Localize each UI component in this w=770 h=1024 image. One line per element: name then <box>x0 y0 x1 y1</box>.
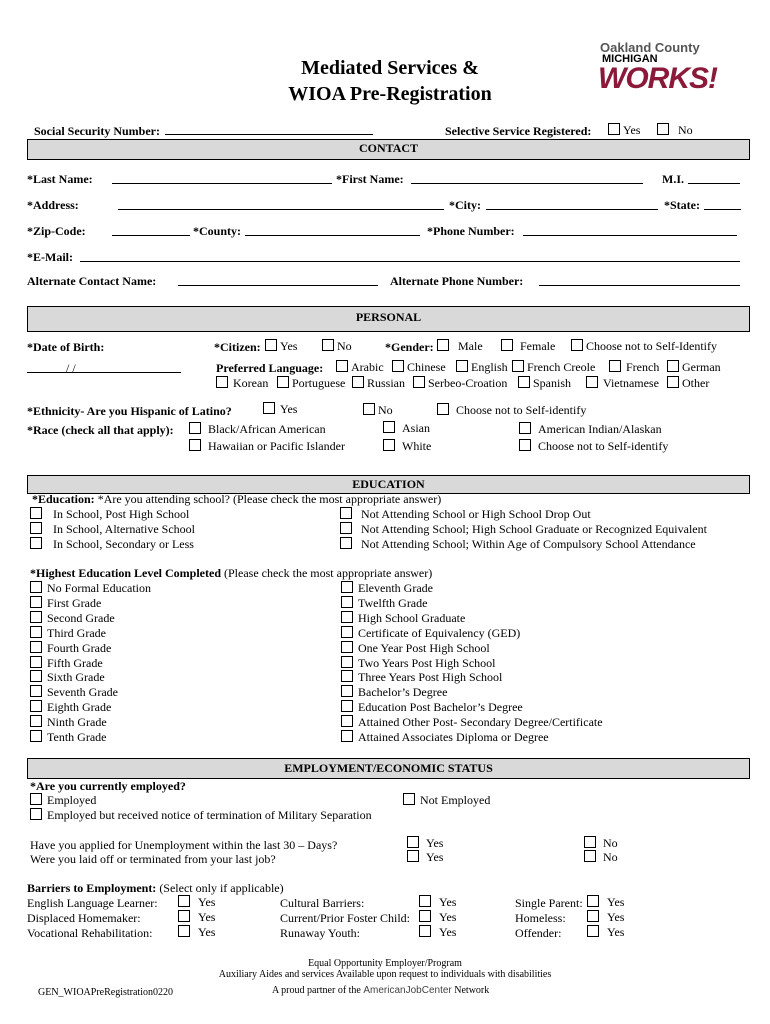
logo-works-text: WORKS! <box>598 62 717 95</box>
checkbox[interactable] <box>341 700 353 712</box>
selective-service-label: Selective Service Registered: <box>445 124 592 138</box>
mi-label: M.I. <box>662 172 684 186</box>
not-employed-option[interactable]: Not Employed <box>403 793 490 807</box>
checkbox[interactable] <box>178 925 190 937</box>
alt-contact-field[interactable] <box>178 285 378 286</box>
lang-arabic-option[interactable]: Arabic <box>336 360 384 374</box>
checkbox[interactable] <box>407 850 419 862</box>
race-undisclosed-option[interactable]: Choose not to Self-identify <box>519 439 668 453</box>
checkbox[interactable] <box>667 376 679 388</box>
checkbox[interactable] <box>30 626 42 638</box>
checkbox[interactable] <box>587 910 599 922</box>
checkbox[interactable] <box>383 421 395 433</box>
checkbox[interactable] <box>341 685 353 697</box>
attending-option[interactable]: Not Attending School or High School Drop Out <box>340 507 591 521</box>
checkbox[interactable] <box>571 339 583 351</box>
education-level-option[interactable]: One Year Post High School <box>341 641 490 655</box>
race-hawaiian-option[interactable]: Hawaiian or Pacific Islander <box>189 439 345 453</box>
checkbox[interactable] <box>584 850 596 862</box>
race-black-option[interactable]: Black/African American <box>189 422 326 436</box>
checkbox[interactable] <box>341 641 353 653</box>
eeo-statement: Equal Opportunity Employer/Program <box>308 958 462 969</box>
checkbox[interactable] <box>341 626 353 638</box>
barrier-yes-option[interactable]: Yes <box>419 925 456 939</box>
checkbox[interactable] <box>30 793 42 805</box>
checkbox[interactable] <box>340 537 352 549</box>
logo-county-text: Oakland County <box>600 40 700 55</box>
barriers-label: Barriers to Employment: (Select only if applicable) <box>27 881 284 895</box>
form-title-line2: WIOA Pre-Registration <box>288 83 492 105</box>
education-level-option[interactable]: Certificate of Equivalency (GED) <box>341 626 520 640</box>
education-level-option[interactable]: Attained Associates Diploma or Degree <box>341 730 549 744</box>
checkbox[interactable] <box>609 360 621 372</box>
checkbox[interactable] <box>341 670 353 682</box>
dob-label: *Date of Birth: <box>27 340 105 354</box>
attending-option[interactable]: Not Attending School; Within Age of Compulsory School Attendance <box>340 537 696 551</box>
aids-statement: Auxiliary Aides and services Available upon request to individuals with disabilities <box>218 969 552 980</box>
checkbox[interactable] <box>587 895 599 907</box>
checkbox[interactable] <box>178 895 190 907</box>
employed-question: *Are you currently employed? <box>30 779 186 793</box>
checkbox[interactable] <box>419 925 431 937</box>
education-level-option[interactable]: Twelfth Grade <box>341 596 427 610</box>
county-field[interactable] <box>245 235 420 236</box>
citizen-no-option[interactable]: No <box>322 339 352 353</box>
lang-chinese-option[interactable]: Chinese <box>392 360 446 374</box>
selective-no-option[interactable]: No <box>657 123 693 137</box>
form-title-line1: Mediated Services & <box>301 57 479 79</box>
checkbox[interactable] <box>340 507 352 519</box>
employment-heading: EMPLOYMENT/ECONOMIC STATUS <box>27 758 750 779</box>
checkbox[interactable] <box>586 376 598 388</box>
state-field[interactable] <box>704 209 741 210</box>
education-level-option[interactable]: No Formal Education <box>30 581 151 595</box>
partner-line: A proud partner of the AmericanJobCenter Network <box>272 985 490 996</box>
ssn-field[interactable] <box>165 134 373 135</box>
lang-other-option[interactable]: Other <box>667 376 709 390</box>
attending-option[interactable]: In School, Secondary or Less <box>30 537 194 551</box>
checkbox[interactable] <box>341 611 353 623</box>
checkbox[interactable] <box>587 925 599 937</box>
education-level-option[interactable]: Three Years Post High School <box>341 670 502 684</box>
checkbox[interactable] <box>336 360 348 372</box>
barrier-yes-option[interactable]: Yes <box>587 925 624 939</box>
unemployment-no-option[interactable]: No <box>584 836 618 850</box>
city-field[interactable] <box>486 209 658 210</box>
checkbox[interactable] <box>519 422 531 434</box>
barrier-yes-option[interactable]: Yes <box>419 910 456 924</box>
checkbox[interactable] <box>178 910 190 922</box>
barrier-label: Current/Prior Foster Child: <box>280 911 410 925</box>
employed-option[interactable]: Employed <box>30 793 96 807</box>
lang-french-creole-option[interactable]: French Creole <box>512 360 595 374</box>
ssn-label: Social Security Number: <box>34 124 160 138</box>
checkbox[interactable] <box>403 793 415 805</box>
checkbox[interactable] <box>30 596 42 608</box>
checkbox[interactable] <box>340 522 352 534</box>
dob-field[interactable] <box>27 372 181 373</box>
lang-german-option[interactable]: German <box>667 360 721 374</box>
checkbox[interactable] <box>341 581 353 593</box>
email-field[interactable] <box>80 261 740 262</box>
race-white-option[interactable]: White <box>383 439 431 453</box>
race-asian-option[interactable]: Asian <box>383 421 430 435</box>
checkbox[interactable] <box>189 422 201 434</box>
barrier-label: Offender: <box>515 926 562 940</box>
unemployment-question: Have you applied for Unemployment within the last 30 – Days? <box>30 838 338 852</box>
lang-serbo-croatian-option[interactable]: Serbeo-Croation <box>413 376 507 390</box>
checkbox[interactable] <box>341 596 353 608</box>
education-level-option[interactable]: Fourth Grade <box>30 641 111 655</box>
attending-option[interactable]: Not Attending School; High School Graduate or Recognized Equivalent <box>340 522 707 536</box>
checkbox[interactable] <box>30 808 42 820</box>
alt-contact-label: Alternate Contact Name: <box>27 274 157 288</box>
checkbox[interactable] <box>341 656 353 668</box>
preferred-language-label: Preferred Language: <box>216 361 324 375</box>
first-name-label: *First Name: <box>336 172 404 186</box>
barrier-label: Displaced Homemaker: <box>27 911 141 925</box>
checkbox[interactable] <box>437 403 449 415</box>
education-level-option[interactable]: First Grade <box>30 596 101 610</box>
personal-heading: PERSONAL <box>27 306 750 332</box>
barrier-label: English Language Learner: <box>27 896 158 910</box>
ethnicity-no-option[interactable]: No <box>363 403 393 417</box>
alt-phone-label: Alternate Phone Number: <box>390 274 524 288</box>
american-job-center-logo: AmericanJobCenter <box>363 985 452 996</box>
lang-korean-option[interactable]: Korean <box>216 376 268 390</box>
laid-off-yes-option[interactable]: Yes <box>407 850 443 864</box>
checkbox[interactable] <box>419 910 431 922</box>
county-label: *County: <box>193 224 242 238</box>
lang-portuguese-option[interactable]: Portuguese <box>277 376 345 390</box>
education-level-option[interactable]: Bachelor’s Degree <box>341 685 447 699</box>
citizen-yes-option[interactable]: Yes <box>265 339 297 353</box>
unemployment-yes-option[interactable]: Yes <box>407 836 443 850</box>
gender-male-option[interactable]: Male <box>437 339 483 353</box>
address-field[interactable] <box>118 209 444 210</box>
education-level-option[interactable]: Seventh Grade <box>30 685 118 699</box>
zip-label: *Zip-Code: <box>27 224 86 238</box>
education-level-option[interactable]: High School Graduate <box>341 611 465 625</box>
checkbox[interactable] <box>413 376 425 388</box>
alt-phone-field[interactable] <box>539 285 740 286</box>
dob-format: / / <box>66 361 76 375</box>
checkbox[interactable] <box>30 656 42 668</box>
checkbox[interactable] <box>608 123 620 135</box>
education-level-option[interactable]: Education Post Bachelor’s Degree <box>341 700 523 714</box>
barrier-yes-option[interactable]: Yes <box>419 895 456 909</box>
attending-option[interactable]: In School, Post High School <box>30 507 189 521</box>
barrier-yes-option[interactable]: Yes <box>178 910 215 924</box>
checkbox[interactable] <box>30 700 42 712</box>
checkbox[interactable] <box>277 376 289 388</box>
ethnicity-label: *Ethnicity- Are you Hispanic of Latino? <box>27 404 232 418</box>
checkbox[interactable] <box>30 670 42 682</box>
education-level-option[interactable]: Second Grade <box>30 611 115 625</box>
gender-undisclosed-option[interactable]: Choose not to Self-Identify <box>571 339 717 353</box>
education-heading: EDUCATION <box>27 475 750 494</box>
lang-vietnamese-option[interactable]: Vietnamese <box>586 376 659 390</box>
lang-french-option[interactable]: French <box>609 360 659 374</box>
checkbox[interactable] <box>30 507 42 519</box>
ethnicity-undisclosed-option[interactable]: Choose not to Self-identify <box>437 403 586 417</box>
phone-label: *Phone Number: <box>427 224 515 238</box>
barrier-label: Vocational Rehabilitation: <box>27 926 153 940</box>
laid-off-question: Were you laid off or terminated from your last job? <box>30 852 276 866</box>
gender-label: *Gender: <box>385 340 434 354</box>
checkbox[interactable] <box>407 836 419 848</box>
zip-field[interactable] <box>112 235 190 236</box>
lang-russian-option[interactable]: Russian <box>352 376 405 390</box>
checkbox[interactable] <box>437 339 449 351</box>
checkbox[interactable] <box>189 439 201 451</box>
email-label: *E-Mail: <box>27 250 73 264</box>
mi-field[interactable] <box>688 183 740 184</box>
selective-yes-option[interactable]: Yes <box>608 123 640 137</box>
education-level-option[interactable]: Two Years Post High School <box>341 656 496 670</box>
checkbox[interactable] <box>30 730 42 742</box>
attending-option[interactable]: In School, Alternative School <box>30 522 195 536</box>
lang-english-option[interactable]: English <box>456 360 508 374</box>
barrier-yes-option[interactable]: Yes <box>178 925 215 939</box>
barrier-yes-option[interactable]: Yes <box>178 895 215 909</box>
race-label: *Race (check all that apply): <box>27 423 174 437</box>
barrier-yes-option[interactable]: Yes <box>587 895 624 909</box>
checkbox[interactable] <box>341 715 353 727</box>
checkbox[interactable] <box>30 611 42 623</box>
laid-off-no-option[interactable]: No <box>584 850 618 864</box>
education-level-option[interactable]: Fifth Grade <box>30 656 103 670</box>
checkbox[interactable] <box>512 360 524 372</box>
education-level-question: *Highest Education Level Completed (Please check the most appropriate answer) <box>30 566 433 580</box>
checkbox[interactable] <box>501 339 513 351</box>
checkbox[interactable] <box>341 730 353 742</box>
checkbox[interactable] <box>456 360 468 372</box>
checkbox[interactable] <box>657 123 669 135</box>
race-american-indian-option[interactable]: American Indian/Alaskan <box>519 422 662 436</box>
barrier-yes-option[interactable]: Yes <box>587 910 624 924</box>
checkbox[interactable] <box>518 376 530 388</box>
education-level-option[interactable]: Sixth Grade <box>30 670 105 684</box>
checkbox[interactable] <box>363 403 375 415</box>
ethnicity-yes-option[interactable]: Yes <box>263 402 297 416</box>
checkbox[interactable] <box>265 339 277 351</box>
last-name-field[interactable] <box>112 183 332 184</box>
checkbox[interactable] <box>383 439 395 451</box>
employed-notice-option[interactable]: Employed but received notice of termination of Military Separation <box>30 808 372 822</box>
education-level-option[interactable]: Eighth Grade <box>30 700 111 714</box>
barrier-label: Single Parent: <box>515 896 583 910</box>
education-level-option[interactable]: Tenth Grade <box>30 730 106 744</box>
checkbox[interactable] <box>667 360 679 372</box>
checkbox[interactable] <box>263 402 275 414</box>
education-level-option[interactable]: Attained Other Post- Secondary Degree/Certificate <box>341 715 603 729</box>
checkbox[interactable] <box>352 376 364 388</box>
checkbox[interactable] <box>30 581 42 593</box>
contact-heading: CONTACT <box>27 139 750 160</box>
phone-field[interactable] <box>523 235 737 236</box>
lang-spanish-option[interactable]: Spanish <box>518 376 571 390</box>
checkbox[interactable] <box>216 376 228 388</box>
barrier-label: Cultural Barriers: <box>280 896 365 910</box>
education-level-option[interactable]: Ninth Grade <box>30 715 107 729</box>
checkbox[interactable] <box>30 537 42 549</box>
city-label: *City: <box>449 198 481 212</box>
education-level-option[interactable]: Third Grade <box>30 626 106 640</box>
checkbox[interactable] <box>322 339 334 351</box>
checkbox[interactable] <box>30 522 42 534</box>
gender-female-option[interactable]: Female <box>501 339 555 353</box>
checkbox[interactable] <box>30 685 42 697</box>
state-label: *State: <box>664 198 700 212</box>
checkbox[interactable] <box>30 715 42 727</box>
checkbox[interactable] <box>584 836 596 848</box>
education-question: *Education: *Are you attending school? (Please check the most appropriate answer) <box>32 492 442 506</box>
first-name-field[interactable] <box>411 183 643 184</box>
barrier-label: Runaway Youth: <box>280 926 361 940</box>
checkbox[interactable] <box>519 439 531 451</box>
address-label: *Address: <box>27 198 79 212</box>
checkbox[interactable] <box>30 641 42 653</box>
checkbox[interactable] <box>419 895 431 907</box>
logo-state-text: MICHIGAN <box>602 53 658 65</box>
checkbox[interactable] <box>392 360 404 372</box>
barrier-label: Homeless: <box>515 911 566 925</box>
form-code: GEN_WIOAPreRegistration0220 <box>38 987 173 998</box>
education-level-option[interactable]: Eleventh Grade <box>341 581 433 595</box>
last-name-label: *Last Name: <box>27 172 93 186</box>
citizen-label: *Citizen: <box>214 340 261 354</box>
